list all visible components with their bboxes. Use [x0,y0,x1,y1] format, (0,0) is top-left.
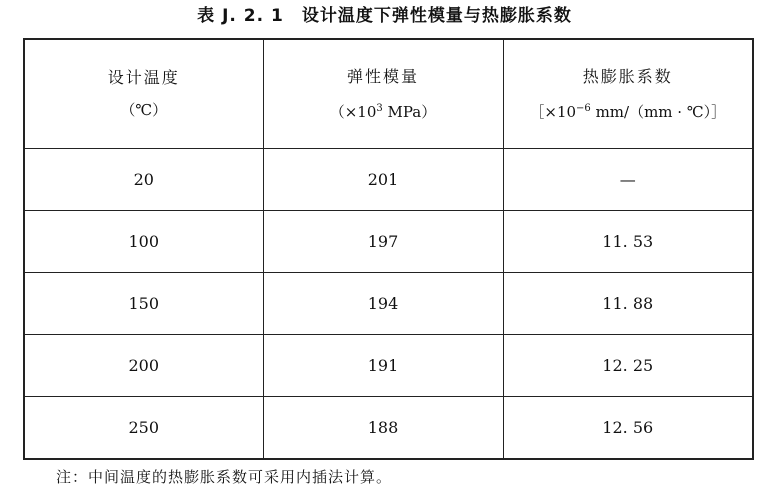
header-unit: （℃） [120,101,168,119]
table-row [24,335,753,397]
cell-expansion-coefficient: 12. 56 [503,397,753,460]
cell-temperature: 200 [24,335,263,397]
header-elastic-modulus [263,39,503,149]
cell-expansion-coefficient: 11. 88 [503,273,753,335]
table-number: 表 J. 2. 1 [197,6,284,26]
cell-expansion-coefficient: 11. 53 [503,211,753,273]
cell-modulus: 201 [263,149,503,211]
table-title: 设计温度下弹性模量与热膨胀系数 [301,6,572,26]
table-row [24,149,753,211]
header-design-temperature [24,39,263,149]
cell-temperature: 150 [24,273,263,335]
data-table [23,38,754,460]
table-caption [0,2,769,30]
cell-expansion-coefficient: — [503,149,753,211]
header-unit: $[\times 10^{-6}$ mm/（mm · ℃）］ [529,102,727,121]
header-unit: （$\times 10^3$ MPa） [329,102,437,121]
table-row [24,273,753,335]
cell-expansion-coefficient: 12. 25 [503,335,753,397]
table-row [24,397,753,460]
header-label: 弹性模量 [346,66,419,86]
header-label: 热膨胀系数 [582,66,673,86]
cell-temperature: 100 [24,211,263,273]
cell-temperature: 20 [24,149,263,211]
cell-modulus: 197 [263,211,503,273]
header-row [24,39,753,149]
table-row [24,211,753,273]
table-footnote: 注：中间温度的热膨胀系数可采用内插法计算。 [56,468,393,486]
cell-modulus: 194 [263,273,503,335]
cell-modulus: 188 [263,397,503,460]
cell-modulus: 191 [263,335,503,397]
cell-temperature: 250 [24,397,263,460]
header-label: 设计温度 [107,68,180,87]
header-thermal-expansion [503,39,753,149]
